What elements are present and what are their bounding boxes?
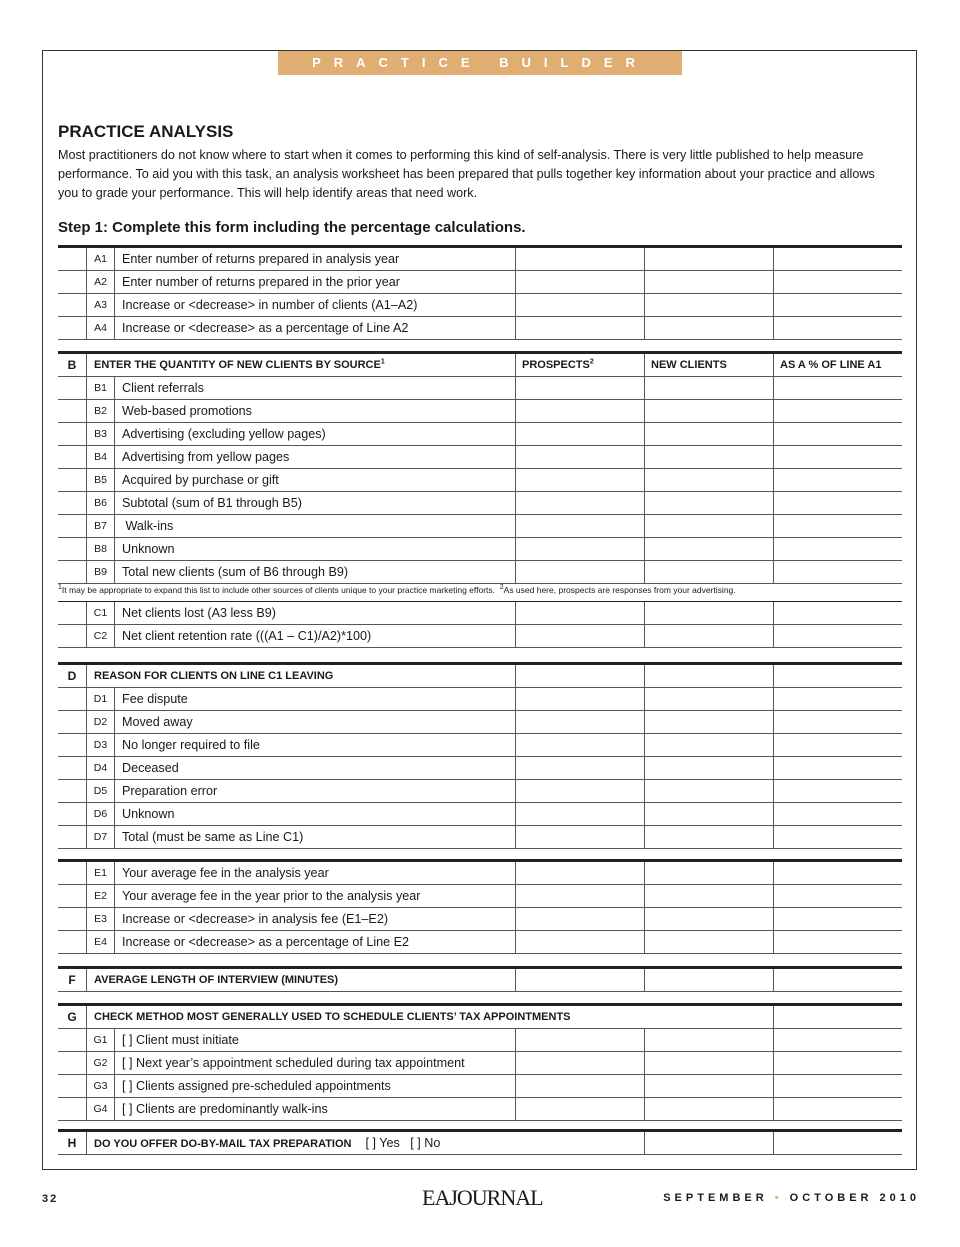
table-row [58, 1052, 902, 1075]
row-label: Total (must be same as Line C1) [114, 826, 515, 848]
row-code: A1 [86, 248, 114, 270]
entry-field[interactable] [773, 969, 902, 991]
entry-field[interactable] [773, 757, 902, 779]
table-row [58, 757, 902, 780]
entry-field[interactable] [773, 734, 902, 756]
entry-field[interactable] [644, 317, 773, 339]
table-row [58, 317, 902, 340]
checkbox-option[interactable]: [ ] Clients assigned pre-scheduled appointments [114, 1075, 515, 1097]
row-code: B6 [86, 492, 114, 514]
row-code: A2 [86, 271, 114, 293]
journal-logo: EAJOURNAL [422, 1185, 543, 1210]
entry-field[interactable] [644, 931, 773, 953]
entry-field[interactable] [644, 780, 773, 802]
checkbox-option[interactable]: [ ] Clients are predominantly walk-ins [114, 1098, 515, 1120]
entry-field[interactable] [773, 862, 902, 884]
table-row [58, 1029, 902, 1052]
table-row [58, 803, 902, 826]
row-label: Unknown [114, 538, 515, 560]
entry-field[interactable] [773, 885, 902, 907]
table-row [58, 602, 902, 625]
entry-field[interactable] [773, 446, 902, 468]
table-row [58, 446, 902, 469]
row-label: Enter number of returns prepared in analysis year [114, 248, 515, 270]
entry-field[interactable] [773, 492, 902, 514]
entry-field[interactable] [773, 317, 902, 339]
row-code: G1 [86, 1029, 114, 1051]
column-header-prospects: PROSPECTS$^2$ [515, 354, 644, 376]
section-f-table [58, 966, 902, 992]
entry-field[interactable] [644, 446, 773, 468]
row-label: Deceased [114, 757, 515, 779]
checkbox-option[interactable]: [ ] Next year’s appointment scheduled during tax appointment [114, 1052, 515, 1074]
entry-field[interactable] [773, 602, 902, 624]
row-code: B5 [86, 469, 114, 491]
row-code: D3 [86, 734, 114, 756]
row-code: B4 [86, 446, 114, 468]
entry-field[interactable] [773, 826, 902, 848]
row-code: B8 [86, 538, 114, 560]
entry-field[interactable] [515, 400, 644, 422]
entry-field[interactable] [644, 908, 773, 930]
section-header-row [58, 1006, 902, 1029]
section-heading: CHECK METHOD MOST GENERALLY USED TO SCHEDULE CLIENTS’ TAX APPOINTMENTS [86, 1006, 744, 1028]
table-row [58, 711, 902, 734]
entry-field[interactable] [644, 515, 773, 537]
row-label: Your average fee in the analysis year [114, 862, 515, 884]
entry-field[interactable] [515, 561, 644, 583]
table-row [58, 248, 902, 271]
row-code: D5 [86, 780, 114, 802]
row-code: E1 [86, 862, 114, 884]
table-row [58, 908, 902, 931]
entry-field[interactable] [773, 294, 902, 316]
row-code: A4 [86, 317, 114, 339]
row-label: Web-based promotions [114, 400, 515, 422]
row-label: Increase or <decrease> as a percentage of Line A2 [114, 317, 515, 339]
section-heading: REASON FOR CLIENTS ON LINE C1 LEAVING [86, 665, 515, 687]
entry-field[interactable] [644, 469, 773, 491]
section-letter: G [67, 1010, 77, 1024]
entry-field[interactable] [644, 757, 773, 779]
entry-field[interactable] [644, 423, 773, 445]
row-code: E2 [86, 885, 114, 907]
entry-field[interactable] [644, 711, 773, 733]
entry-field[interactable] [515, 538, 644, 560]
yes-no-options[interactable]: [ ] Yes [ ] No [365, 1136, 441, 1150]
section-heading: ENTER THE QUANTITY OF NEW CLIENTS BY SOURCE$^1$ [86, 354, 515, 376]
row-code: D1 [86, 688, 114, 710]
section-letter: D [67, 669, 77, 683]
row-code: D7 [86, 826, 114, 848]
table-row [58, 294, 902, 317]
row-label: Increase or <decrease> in number of clients (A1–A2) [114, 294, 515, 316]
table-row [58, 377, 902, 400]
entry-field[interactable] [773, 400, 902, 422]
entry-field[interactable] [773, 931, 902, 953]
row-label: Unknown [114, 803, 515, 825]
row-label: Preparation error [114, 780, 515, 802]
table-row [58, 734, 902, 757]
row-code: D6 [86, 803, 114, 825]
entry-field[interactable] [773, 538, 902, 560]
row-code: B3 [86, 423, 114, 445]
entry-field[interactable] [644, 561, 773, 583]
entry-field[interactable] [644, 400, 773, 422]
row-code: E3 [86, 908, 114, 930]
entry-field[interactable] [644, 625, 773, 647]
issue-date: SEPTEMBER • OCTOBER 2010 [663, 1192, 920, 1204]
table-row [58, 492, 902, 515]
row-code: G2 [86, 1052, 114, 1074]
table-row [58, 1098, 902, 1121]
section-letter: H [67, 1136, 77, 1150]
entry-field[interactable] [644, 885, 773, 907]
entry-field[interactable] [773, 711, 902, 733]
column-header-percent: AS A % OF LINE A1 [773, 354, 902, 376]
table-row [58, 826, 902, 849]
entry-field[interactable] [773, 688, 902, 710]
table-row [58, 423, 902, 446]
section-header-row [58, 1132, 902, 1155]
table-row [58, 688, 902, 711]
page-number: 32 [42, 1193, 59, 1205]
table-row [58, 515, 902, 538]
row-code: B9 [86, 561, 114, 583]
row-code: C2 [86, 625, 114, 647]
entry-field[interactable] [515, 492, 644, 514]
row-label: No longer required to file [114, 734, 515, 756]
section-banner: PRACTICE BUILDER [278, 51, 682, 75]
row-label: Total new clients (sum of B6 through B9) [114, 561, 515, 583]
entry-field[interactable] [644, 862, 773, 884]
row-code: D2 [86, 711, 114, 733]
row-code: G3 [86, 1075, 114, 1097]
section-b-table [58, 351, 902, 584]
entry-field[interactable] [515, 515, 644, 537]
row-label: Enter number of returns prepared in the prior year [114, 271, 515, 293]
section-h-table [58, 1129, 902, 1155]
row-label: Acquired by purchase or gift [114, 469, 515, 491]
table-row [58, 469, 902, 492]
entry-field[interactable] [644, 271, 773, 293]
row-label: Walk-ins [114, 515, 515, 537]
row-label: Moved away [114, 711, 515, 733]
entry-field[interactable] [773, 908, 902, 930]
section-e-table [58, 859, 902, 954]
table-row [58, 561, 902, 584]
row-label: Fee dispute [114, 688, 515, 710]
step-heading: Step 1: Complete this form including the percentage calculations. [58, 219, 526, 236]
section-d-table [58, 662, 902, 849]
entry-field[interactable] [515, 469, 644, 491]
entry-field[interactable] [644, 538, 773, 560]
intro-paragraph: Most practitioners do not know where to start when it comes to performing this kind of self-analysis. There is very little published to help measure performance. To aid you with this task, an analysis worksheet has been prepared that pulls together key information about your practice and allows you to grade your performance. This will help identify areas that need work. [58, 148, 875, 200]
entry-field[interactable] [773, 515, 902, 537]
table-row [58, 931, 902, 954]
entry-field[interactable] [773, 271, 902, 293]
table-row [58, 885, 902, 908]
page-title: PRACTICE ANALYSIS [58, 122, 234, 141]
table-row [58, 1075, 902, 1098]
checkbox-option[interactable]: [ ] Client must initiate [114, 1029, 515, 1051]
entry-field[interactable] [644, 492, 773, 514]
table-row [58, 780, 902, 803]
entry-field[interactable] [773, 780, 902, 802]
entry-field[interactable] [644, 602, 773, 624]
row-label: Net clients lost (A3 less B9) [114, 602, 515, 624]
entry-field[interactable] [644, 294, 773, 316]
entry-field[interactable] [515, 446, 644, 468]
entry-field[interactable] [644, 826, 773, 848]
row-label: Advertising (excluding yellow pages) [114, 423, 515, 445]
entry-field[interactable] [773, 561, 902, 583]
entry-field[interactable] [644, 377, 773, 399]
entry-field[interactable] [515, 377, 644, 399]
row-code: D4 [86, 757, 114, 779]
row-label: Subtotal (sum of B1 through B5) [114, 492, 515, 514]
section-heading: AVERAGE LENGTH OF INTERVIEW (MINUTES) [86, 969, 515, 991]
section-header-row [58, 665, 902, 688]
entry-field[interactable] [773, 469, 902, 491]
table-row [58, 538, 902, 561]
entry-field[interactable] [773, 803, 902, 825]
entry-field[interactable] [644, 248, 773, 270]
column-header-new-clients: NEW CLIENTS [644, 354, 773, 376]
table-row [58, 271, 902, 294]
row-code: A3 [86, 294, 114, 316]
entry-field[interactable] [515, 423, 644, 445]
row-code: B7 [86, 515, 114, 537]
row-code: E4 [86, 931, 114, 953]
row-label: Increase or <decrease> as a percentage of Line E2 [114, 931, 515, 953]
table-row [58, 862, 902, 885]
section-a-table [58, 245, 902, 340]
row-code: B1 [86, 377, 114, 399]
row-label: Client referrals [114, 377, 515, 399]
section-header-row [58, 969, 902, 992]
section-heading: DO YOU OFFER DO-BY-MAIL TAX PREPARATION [ ] Yes [ ] No [86, 1132, 644, 1154]
row-code: B2 [86, 400, 114, 422]
table-row [58, 625, 902, 648]
entry-field[interactable] [644, 803, 773, 825]
section-g-table [58, 1003, 902, 1121]
section-letter: F [68, 973, 76, 987]
footnote: $^1$It may be appropriate to expand this list to include other sources of clients unique to your practice marketing efforts. $^2$As used here, prospects are responses from your advertising. [58, 584, 736, 595]
row-label: Increase or <decrease> in analysis fee (E1–E2) [114, 908, 515, 930]
entry-field[interactable] [773, 248, 902, 270]
table-row [58, 400, 902, 423]
row-label: Advertising from yellow pages [114, 446, 515, 468]
section-header-row [58, 354, 902, 377]
entry-field[interactable] [773, 625, 902, 647]
section-c-table [58, 601, 902, 648]
row-code: G4 [86, 1098, 114, 1120]
entry-field[interactable] [773, 423, 902, 445]
row-code: C1 [86, 602, 114, 624]
row-label: Your average fee in the year prior to the analysis year [114, 885, 515, 907]
entry-field[interactable] [773, 377, 902, 399]
entry-field[interactable] [644, 734, 773, 756]
entry-field[interactable] [644, 688, 773, 710]
section-letter: B [67, 358, 77, 372]
row-label: Net client retention rate (((A1 – C1)/A2)*100) [114, 625, 515, 647]
